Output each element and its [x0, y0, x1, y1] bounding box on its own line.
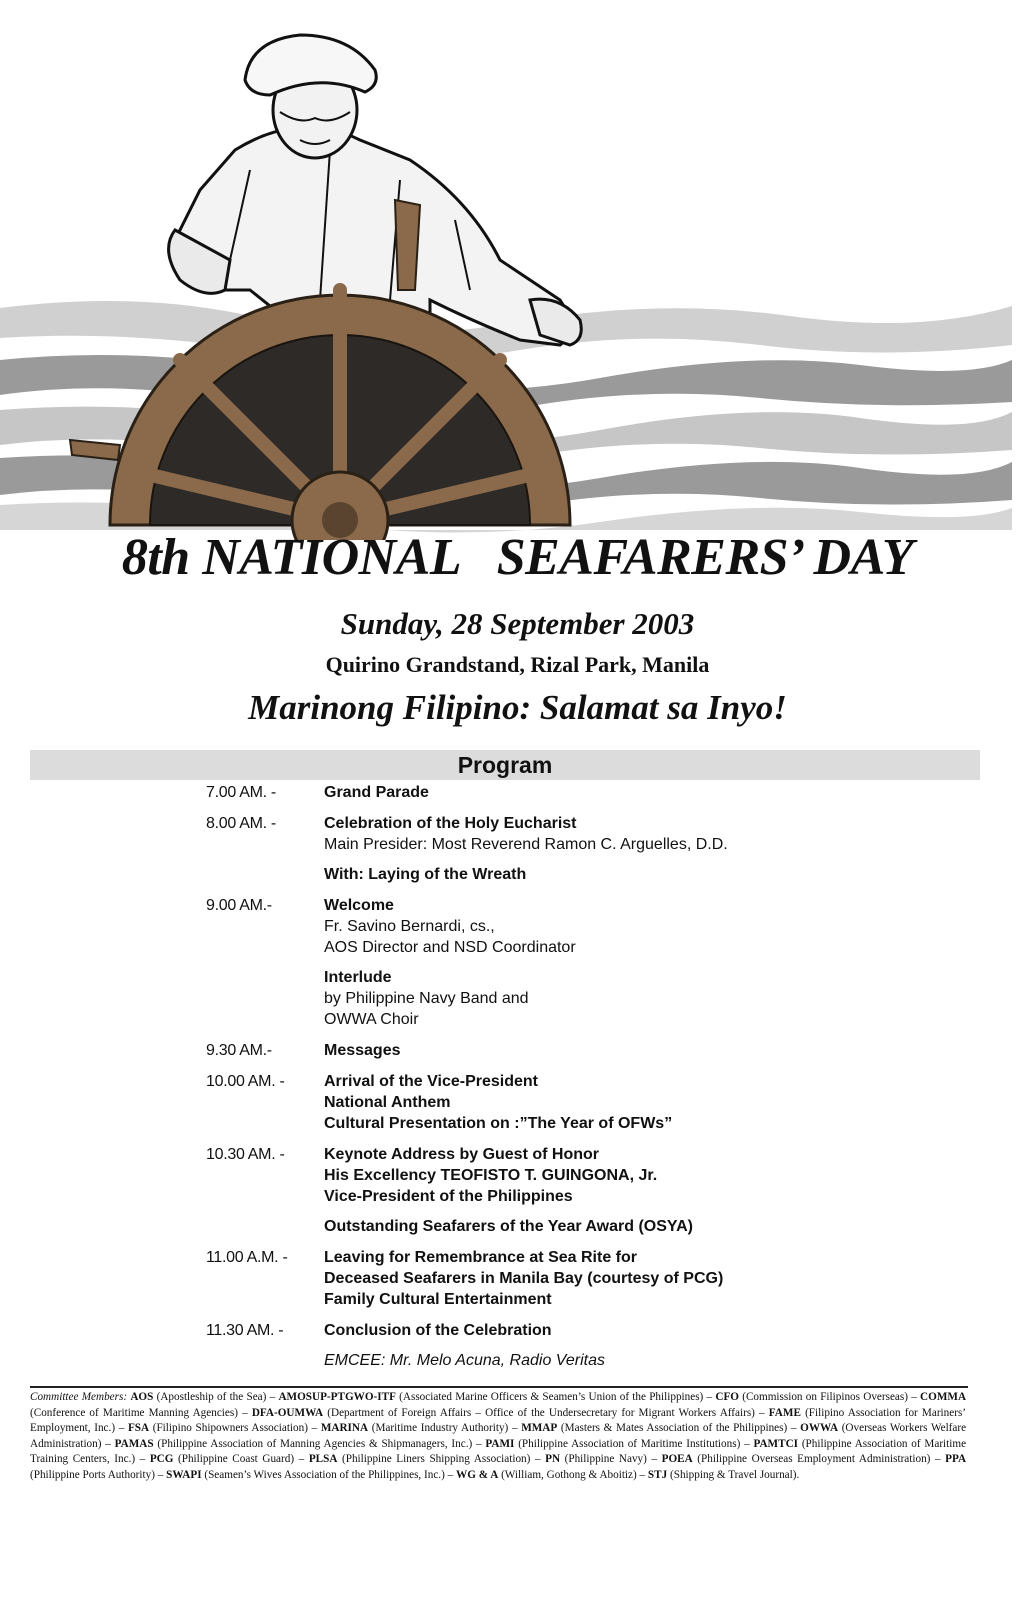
program-line: Keynote Address by Guest of Honor	[324, 1146, 599, 1163]
committee-name: (Philippine Navy)	[564, 1453, 647, 1465]
committee-name: (Philippine Ports Authority)	[30, 1468, 155, 1481]
program-details	[324, 1320, 974, 1371]
event-slogan: Marinong Filipino: Salamat sa Inyo!	[248, 688, 787, 727]
program-time: 10.00 AM. -	[206, 1073, 285, 1090]
program-line: With: Laying of the Wreath	[324, 866, 527, 883]
program-time: 7.00 AM. -	[206, 784, 276, 801]
program-line: Interlude	[324, 969, 392, 986]
program-item	[0, 895, 1035, 1030]
committee-name: (Philippine Association of Maritime Institutions)	[518, 1437, 741, 1450]
committee-name: (Philippine Association of Maritime Training Centers, Inc.)	[30, 1437, 967, 1465]
program-item	[0, 1320, 1035, 1371]
program-time: 8.00 AM. -	[206, 815, 276, 832]
program-details	[324, 1247, 974, 1310]
program-time: 10.30 AM. -	[206, 1146, 285, 1163]
committee-name: (Associated Marine Officers & Seamen’s Union of the Philippines)	[399, 1391, 704, 1403]
program-details	[324, 895, 974, 1030]
committee-abbr: FAME	[768, 1406, 801, 1419]
seafarer-illustration	[0, 0, 1035, 540]
program-line: Messages	[324, 1042, 401, 1059]
program-time: 9.00 AM.-	[206, 897, 272, 914]
committee-name: (Filipino Association for Mariners’ Employment, Inc.)	[30, 1406, 967, 1434]
committee-abbr: WG & A	[456, 1468, 499, 1481]
program-item	[0, 1040, 1035, 1061]
program-line: Leaving for Remembrance at Sea Rite for	[324, 1249, 637, 1266]
program-item	[0, 1247, 1035, 1310]
program-line: Main Presider: Most Reverend Ramon C. Arguelles, D.D.	[324, 836, 728, 853]
program-details	[324, 1144, 974, 1237]
program-item	[0, 813, 1035, 885]
program-line: Grand Parade	[324, 784, 429, 801]
program-time: 9.30 AM.-	[206, 1042, 272, 1059]
committee-abbr: PPA	[945, 1453, 967, 1465]
program-details	[324, 782, 974, 803]
committee-name: (Department of Foreign Affairs – Office of the Undersecretary for Migrant Workers Affairs)	[327, 1406, 755, 1419]
committee-name: (Apostleship of the Sea)	[156, 1391, 267, 1403]
committee-abbr: PAMAS	[114, 1437, 154, 1450]
program-details	[324, 1071, 974, 1134]
program-details	[324, 1040, 974, 1061]
event-title: 8th NATIONAL SEAFARERS’ DAY	[121, 529, 914, 586]
event-venue: Quirino Grandstand, Rizal Park, Manila	[325, 652, 710, 677]
committee-abbr: PAMTCI	[753, 1437, 799, 1450]
committee-name: (Overseas Workers Welfare Administration)	[30, 1422, 967, 1450]
committee-abbr: DFA-OUMWA	[251, 1406, 324, 1419]
committee-abbr: PN	[545, 1453, 561, 1465]
program-schedule	[0, 782, 1035, 1371]
committee-abbr: AMOSUP-PTGWO-ITF	[278, 1391, 396, 1403]
program-line: Outstanding Seafarers of the Year Award (OSYA)	[324, 1218, 693, 1235]
program-item	[0, 1071, 1035, 1134]
program-line: His Excellency TEOFISTO T. GUINGONA, Jr.	[324, 1167, 658, 1184]
program-line: EMCEE: Mr. Melo Acuna, Radio Veritas	[324, 1352, 605, 1369]
program-line: by Philippine Navy Band and	[324, 990, 529, 1007]
program-item	[0, 1144, 1035, 1237]
program-line: Cultural Presentation on :”The Year of OFWs”	[324, 1115, 673, 1132]
committee-abbr: SWAPI	[166, 1468, 202, 1481]
program-details	[324, 813, 974, 885]
committee-abbr: OWWA	[800, 1422, 839, 1434]
committee-abbr: STJ	[647, 1468, 668, 1481]
program-line: Vice-President of the Philippines	[324, 1188, 573, 1205]
committee-name: (Filipino Shipowners Association)	[152, 1422, 308, 1434]
committee-abbr: POEA	[661, 1453, 693, 1465]
program-line: Welcome	[324, 897, 394, 914]
program-line: Celebration of the Holy Eucharist	[324, 815, 577, 832]
program-time: 11.30 AM. -	[206, 1322, 284, 1339]
committee-members: Committee Members: AOS (Apostleship of the Sea) – AMOSUP-PTGWO-ITF (Associated Marine Officers & Seamen’s Union of the Philippines) – CFO (Commission on Filipinos Overseas) – COMMA (Conference of Maritime Manning Agencies) – DFA-OUMWA (Department of Foreign Affairs – Office of the Undersecretary for Migrant Workers Affairs) – FAME (Filipino Association for Mariners’ Employment, Inc.) – FSA (Filipino Shipowners Association) – MARINA (Maritime Industry Authority) – MMAP (Masters & Mates Association of the Philippines) – OWWA (Overseas Workers Welfare Administration) – PAMAS (Philippine Association of Manning Agencies & Shipmanagers, Inc.) – PAMI (Philippine Association of Maritime Institutions) – PAMTCI (Philippine Association of Maritime Training Centers, Inc.) – PCG (Philippine Coast Guard) – PLSA (Philippine Liners Shipping Association) – PN (Philippine Navy) – POEA (Philippine Overseas Employment Administration) – PPA (Philippine Ports Authority) – SWAPI (Seamen’s Wives Association of the Philippines, Inc.) – WG & A (William, Gothong & Aboitiz) – STJ (Shipping & Travel Journal).	[30, 1391, 967, 1481]
committee-name: (Seamen’s Wives Association of the Philippines, Inc.)	[204, 1468, 445, 1481]
event-date: Sunday, 28 September 2003	[340, 606, 695, 641]
committee-name: (William, Gothong & Aboitiz)	[501, 1468, 637, 1481]
committee-abbr: FSA	[127, 1422, 150, 1434]
committee-name: (Masters & Mates Association of the Philippines)	[560, 1422, 788, 1434]
committee-name: (Conference of Maritime Manning Agencies)	[30, 1406, 238, 1419]
committee-name: (Philippine Coast Guard)	[178, 1453, 295, 1465]
program-line: AOS Director and NSD Coordinator	[324, 939, 576, 956]
program-line: Deceased Seafarers in Manila Bay (courtesy of PCG)	[324, 1270, 724, 1287]
program-heading-bar	[30, 750, 980, 780]
committee-name: (Philippine Association of Manning Agencies & Shipmanagers, Inc.)	[157, 1437, 473, 1450]
committee-label: Committee Members:	[30, 1391, 128, 1403]
committee-name: (Maritime Industry Authority)	[371, 1422, 509, 1434]
committee-abbr: COMMA	[920, 1391, 967, 1403]
program-line: Family Cultural Entertainment	[324, 1291, 552, 1308]
committee-abbr: MARINA	[320, 1422, 369, 1434]
committee-abbr: PLSA	[308, 1453, 338, 1465]
program-line: Fr. Savino Bernardi, cs.,	[324, 918, 495, 935]
footer-divider	[30, 1386, 968, 1388]
committee-abbr: PCG	[149, 1453, 174, 1465]
committee-name: (Commission on Filipinos Overseas)	[742, 1391, 908, 1403]
committee-abbr: AOS	[130, 1391, 154, 1403]
program-line: OWWA Choir	[324, 1011, 419, 1028]
committee-abbr: PAMI	[485, 1437, 515, 1450]
committee-name: (Philippine Overseas Employment Administration)	[697, 1453, 931, 1465]
program-time: 11.00 A.M. -	[206, 1249, 288, 1266]
committee-name: (Shipping & Travel Journal).	[670, 1468, 800, 1481]
program-line: Conclusion of the Celebration	[324, 1322, 552, 1339]
committee-abbr: MMAP	[521, 1422, 558, 1434]
program-item	[0, 782, 1035, 803]
program-line: National Anthem	[324, 1094, 451, 1111]
program-heading: Program	[457, 752, 553, 778]
committee-name: (Philippine Liners Shipping Association)	[342, 1453, 531, 1465]
committee-abbr: CFO	[715, 1391, 739, 1403]
program-line: Arrival of the Vice-President	[324, 1073, 538, 1090]
